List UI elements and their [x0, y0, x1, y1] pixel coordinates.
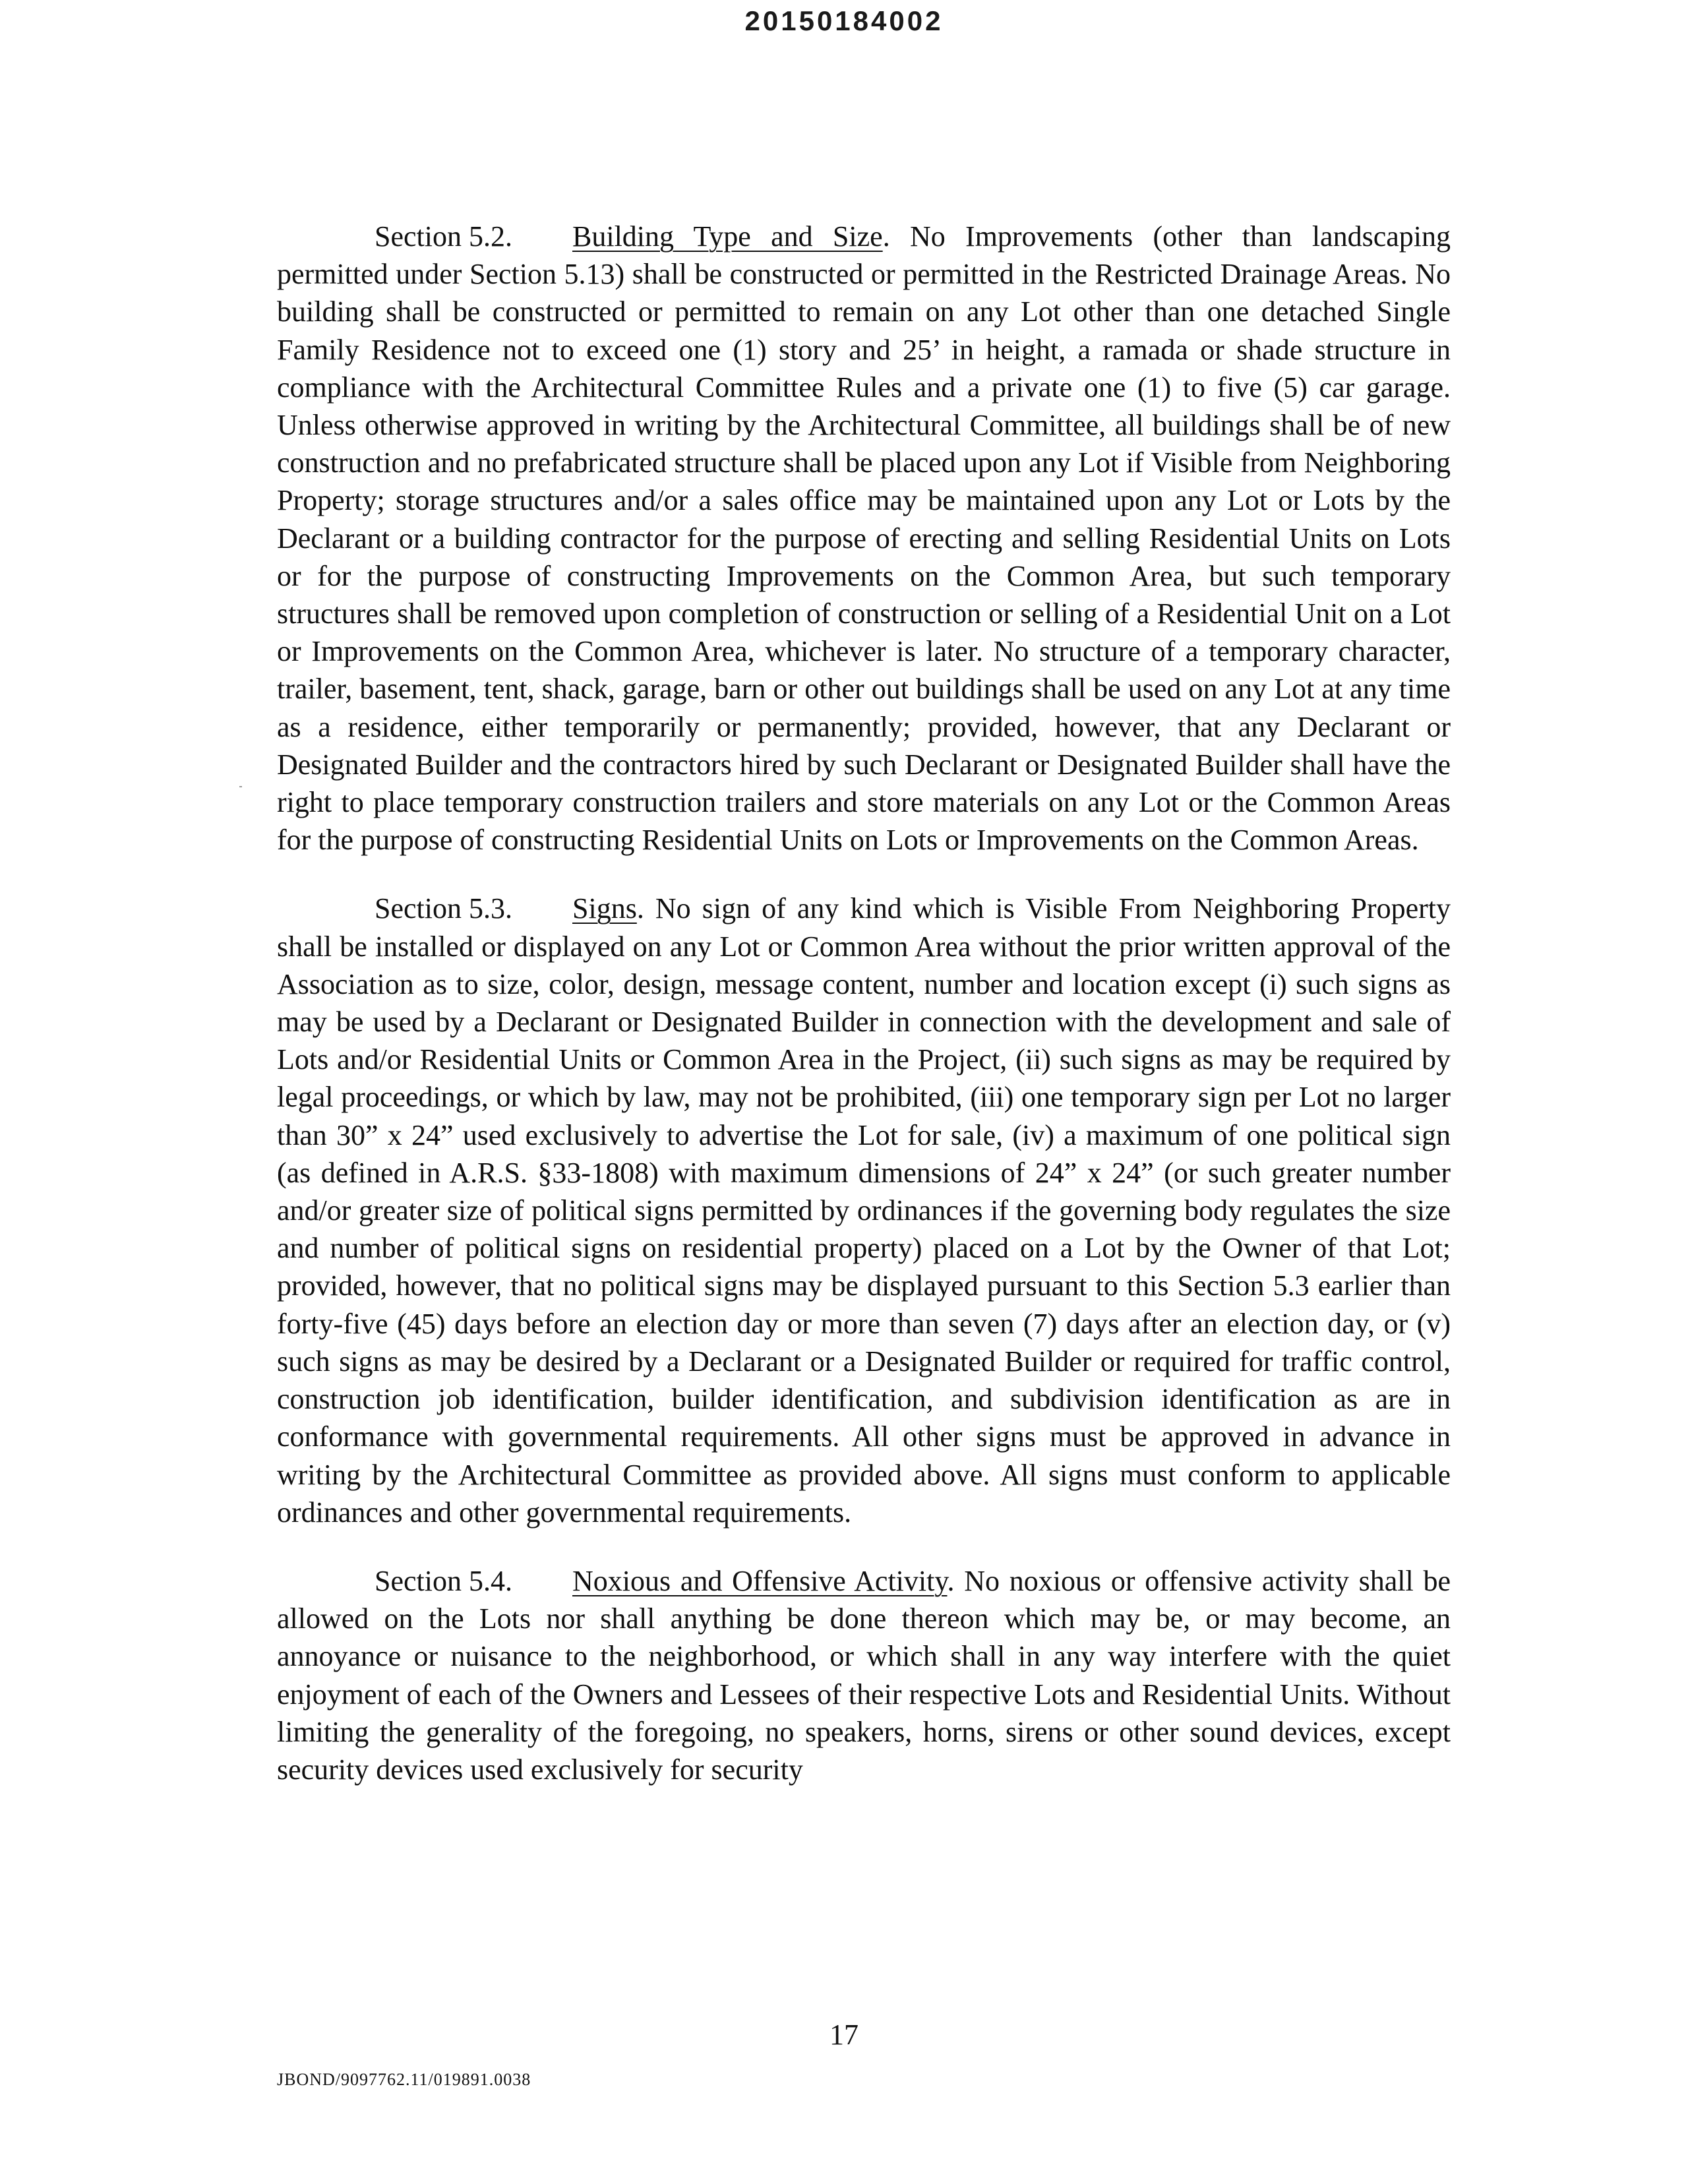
- section-text: . No sign of any kind which is Visible From Neighboring Property shall be installed or displayed on any Lot or Common Area without the prior written approval of the Association as to size, color, design, message content, number and location except (i) such signs as may be used by a Declarant or Designated Builder in connection with the development and sale of Lots and/or Residential Units or Common Area in the Project, (ii) such signs as may be required by legal proceedings, or which by law, may not be prohibited, (iii) one temporary sign per Lot no larger than 30” x 24” used exclusively to advertise the Lot for sale, (iv) a maximum of one political sign (as defined in A.R.S. §33-1808) with maximum dimensions of 24” x 24” (or such greater number and/or greater size of political signs permitted by ordinances if the governing body regulates the size and number of political signs on residential property) placed on a Lot by the Owner of that Lot; provided, however, that no political signs may be displayed pursuant to this Section 5.3 earlier than forty-five (45) days before an election day or more than seven (7) days after an election day, or (v) such signs as may be desired by a Declarant or a Designated Builder or required for traffic control, construction job identification, builder identification, and subdivision identification as are in conformance with governmental requirements. All other signs must be approved in advance in writing by the Architectural Committee as provided above. All signs must conform to applicable ordinances and other governmental requirements.: [277, 892, 1451, 1529]
- section-label: Section 5.2.: [375, 220, 512, 253]
- section-heading: Signs: [572, 892, 637, 925]
- section-text: . No Improvements (other than landscaping permitted under Section 5.13) shall be constructed or permitted in the Restricted Drainage Areas. No building shall be constructed or permitted to remain on any Lot other than one detached Single Family Residence not to exceed one (1) story and 25’ in height, a ramada or shade structure in compliance with the Architectural Committee Rules and a private one (1) to five (5) car garage. Unless otherwise approved in writing by the Architectural Committee, all buildings shall be of new construction and no prefabricated structure shall be placed upon any Lot if Visible from Neighboring Property; storage structures and/or a sales office may be maintained upon any Lot or Lots by the Declarant or a building contractor for the purpose of erecting and selling Residential Units on Lots or for the purpose of constructing Improvements on the Common Area, but such temporary structures shall be removed upon completion of construction or selling of a Residential Unit on a Lot or Improvements on the Common Area, whichever is later. No structure of a temporary character, trailer, basement, tent, shack, garage, barn or other out buildings shall be used on any Lot at any time as a residence, either temporarily or permanently; provided, however, that any Declarant or Designated Builder and the contractors hired by such Declarant or Designated Builder shall have the right to place temporary construction trailers and store materials on any Lot or the Common Areas for the purpose of constructing Residential Units on Lots or Improvements on the Common Areas.: [277, 220, 1451, 857]
- section-heading: Noxious and Offensive Activity: [572, 1564, 948, 1597]
- section-label: Section 5.4.: [375, 1564, 512, 1597]
- page-number: 17: [829, 2018, 859, 2051]
- document-body: [277, 218, 1451, 1819]
- section-label: Section 5.3.: [375, 892, 512, 925]
- recording-number: 20150184002: [744, 5, 944, 36]
- section-5-4: [277, 1562, 1451, 1788]
- scan-speck: [239, 786, 242, 787]
- section-text: . No noxious or offensive activity shall be allowed on the Lots nor shall anything be done thereon which may be, or may become, an annoyance or nuisance to the neighborhood, or which shall in any way interfere with the quiet enjoyment of each of the Owners and Lessees of their respective Lots and Residential Units. Without limiting the generality of the foregoing, no speakers, horns, sirens or other sound devices, except security devices used exclusively for security: [277, 1564, 1451, 1786]
- section-5-2: [277, 218, 1451, 859]
- section-5-3: [277, 890, 1451, 1531]
- document-code: JBOND/9097762.11/019891.0038: [277, 2070, 531, 2089]
- section-heading: Building Type and Size: [572, 220, 883, 253]
